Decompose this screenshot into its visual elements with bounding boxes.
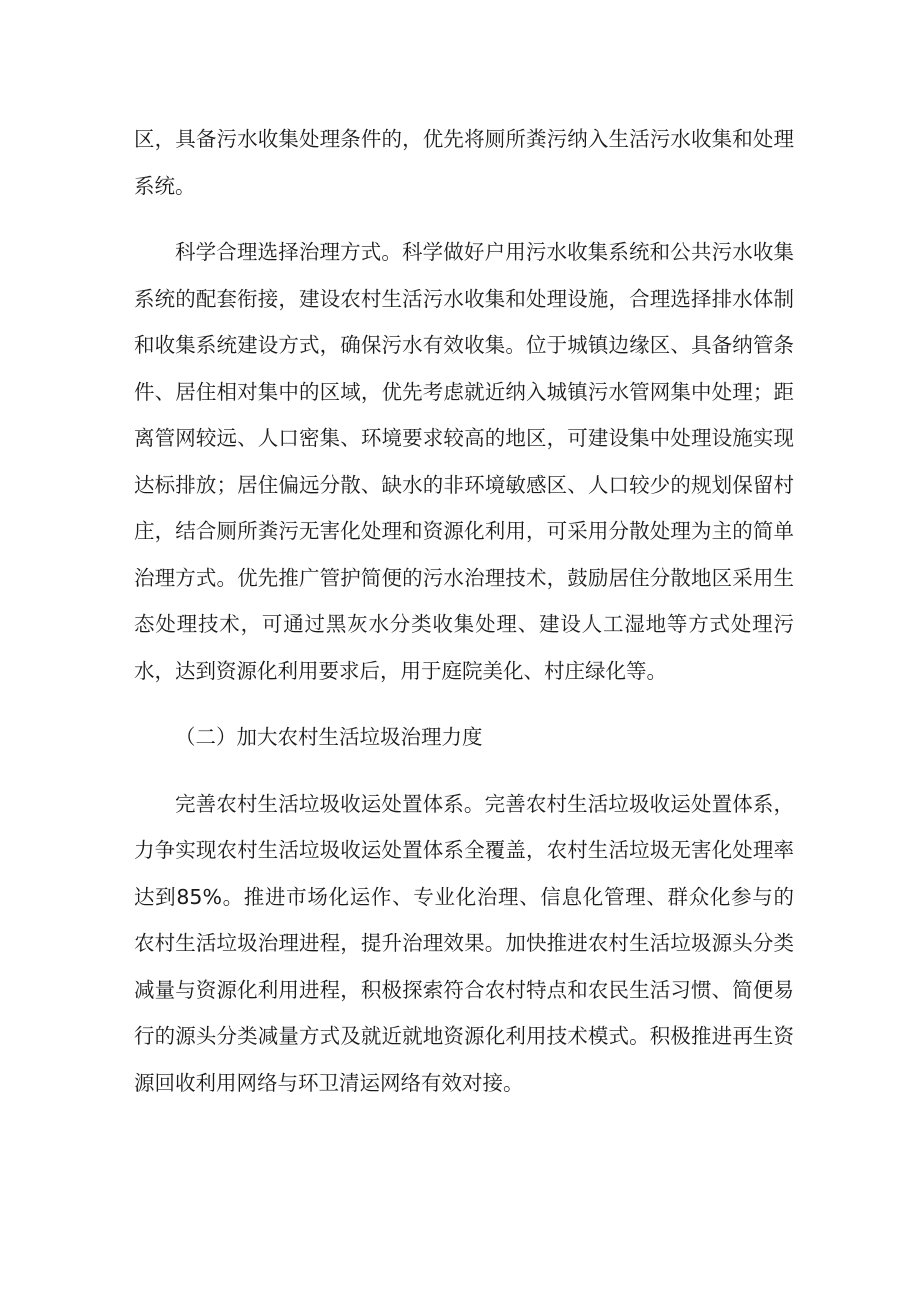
paragraph-governance-method: 科学合理选择治理方式。科学做好户用污水收集系统和公共污水收集系统的配套衔接，建设农村生活污水收集和处理设施，合理选择排水体制和收集系统建设方式，确保污水有效收集。位于城镇边缘区、具备纳管条件、居住相对集中的区域，优先考虑就近纳入城镇污水管网集中处理；距离管网较远、人口密集、环境要求较高的地区，可建设集中处理设施实现达标排放；居住偏远分散、缺水的非环境敏感区、人口较少的规划保留村庄，结合厕所粪污无害化处理和资源化利用，可采用分散处理为主的简单治理方式。优先推广管护简便的污水治理技术，鼓励居住分散地区采用生态处理技术，可通过黑灰水分类收集处理、建设人工湿地等方式处理污水，达到资源化利用要求后，用于庭院美化、村庄绿化等。 — [134, 240, 794, 683]
document-body — [134, 116, 794, 1126]
paragraph-continuation: 区，具备污水收集处理条件的，优先将厕所粪污纳入生活污水收集和处理系统。 — [134, 127, 794, 198]
section-heading: （二）加大农村生活垃圾治理力度 — [175, 725, 483, 749]
paragraph-waste-system: 完善农村生活垃圾收运处置体系。完善农村生活垃圾收运处置体系，力争实现农村生活垃圾收运处置体系全覆盖，农村生活垃圾无害化处理率达到85%。推进市场化运作、专业化治理、信息化管理、群众化参与的农村生活垃圾治理进程，提升治理效果。加快推进农村生活垃圾源头分类减量与资源化利用进程，积极探索符合农村特点和农民生活习惯、简便易行的源头分类减量方式及就近就地资源化利用技术模式。积极推进再生资源回收利用网络与环卫清运网络有效对接。 — [134, 791, 794, 1095]
